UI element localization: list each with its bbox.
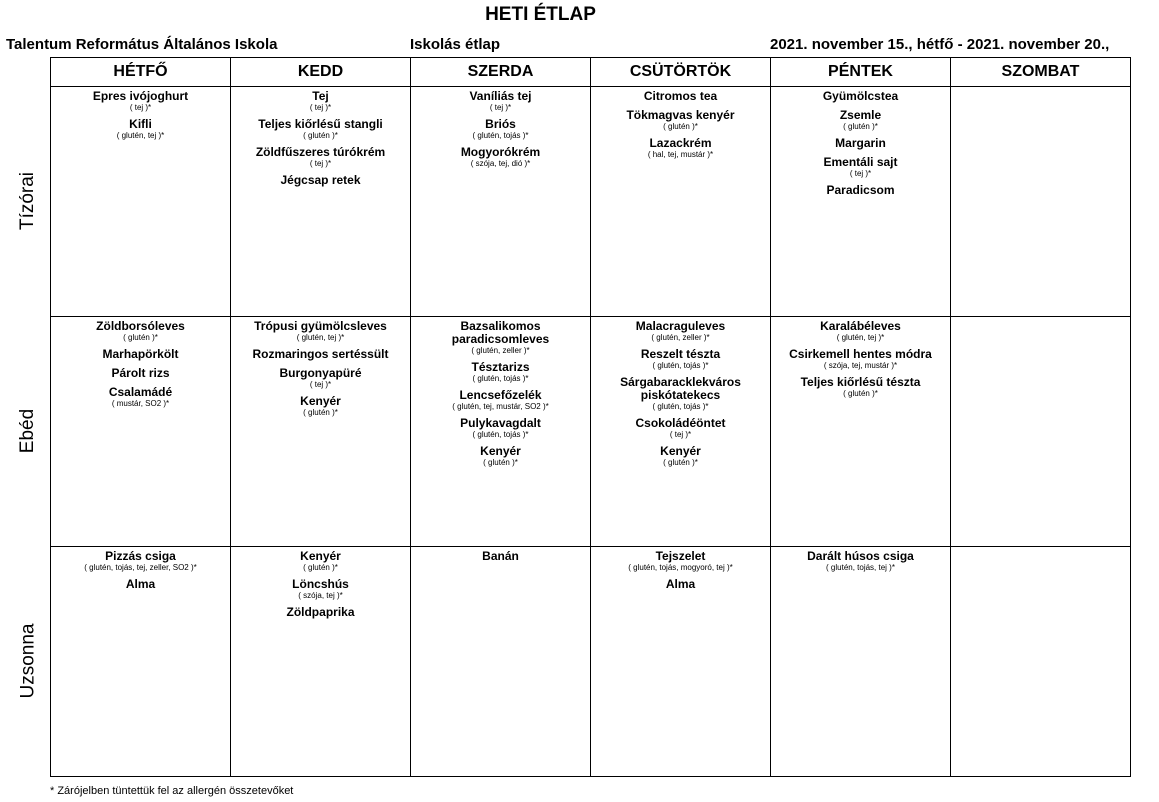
meal-label-text: Uzsonna: [17, 623, 38, 699]
allergen-list: ( glutén )*: [123, 333, 158, 342]
dish-name: Zöldpaprika: [286, 605, 355, 619]
menu-cell: [591, 547, 771, 777]
menu-cell: [411, 317, 591, 547]
allergen-list: ( glutén, tojás, tej )*: [826, 563, 895, 572]
menu-item: [591, 578, 770, 591]
meal-label-text: Tízórai: [17, 171, 39, 231]
dish-name: Citromos tea: [643, 89, 718, 103]
menu-cell: [771, 317, 951, 547]
menu-cell: [231, 547, 411, 777]
menu-item: [231, 348, 410, 361]
allergen-list: ( szója, tej, dió )*: [470, 159, 531, 168]
meal-row: [51, 87, 1131, 317]
menu-item: [411, 361, 590, 383]
dish-name: Darált húsos csiga: [807, 549, 914, 563]
allergen-list: ( glutén )*: [303, 563, 338, 572]
menu-item: [591, 348, 770, 370]
allergen-list: ( szója, tej, mustár )*: [823, 361, 898, 370]
menu-item: [591, 90, 770, 103]
day-header: PÉNTEK: [771, 58, 951, 87]
menu-item: [591, 550, 770, 572]
menu-item: [591, 137, 770, 159]
menu-cell: [771, 547, 951, 777]
dish-name: Rozmaringos sertéssült: [252, 347, 389, 361]
menu-item: [771, 137, 950, 150]
allergen-list: ( glutén )*: [843, 122, 878, 131]
dish-name: Teljes kiőrlésű stangli: [258, 117, 383, 131]
menu-item: [591, 417, 770, 439]
allergen-footnote: * Zárójelben tüntettük fel az allergén összetevőket: [50, 785, 294, 797]
date-range: 2021. november 15., hétfő - 2021. november 20.,: [770, 36, 1110, 53]
menu-item: [51, 386, 230, 408]
meal-label-tizorai: [6, 86, 50, 316]
dish-name: Teljes kiőrlésű tészta: [800, 375, 921, 389]
menu-item: [411, 146, 590, 168]
menu-cell: [231, 317, 411, 547]
menu-item: [411, 389, 590, 411]
dish-name: Ementáli sajt: [823, 155, 898, 169]
allergen-list: ( glutén, tojás )*: [472, 430, 529, 439]
allergen-list: ( glutén, tojás, mogyoró, tej )*: [628, 563, 733, 572]
dish-name: Tésztarizs: [471, 360, 530, 374]
allergen-list: ( glutén )*: [663, 122, 698, 131]
dish-name: Alma: [125, 577, 156, 591]
menu-item: [231, 174, 410, 187]
allergen-list: ( glutén, tojás )*: [472, 131, 529, 140]
allergen-list: ( tej )*: [669, 430, 692, 439]
dish-name: Csirkemell hentes módra: [789, 347, 932, 361]
menu-item: [51, 550, 230, 572]
menu-item: [51, 348, 230, 361]
menu-table: [50, 57, 1131, 777]
allergen-list: ( tej )*: [309, 380, 332, 389]
menu-item: [771, 320, 950, 342]
allergen-list: ( glutén, tojás )*: [652, 402, 709, 411]
page-title: HETI ÉTLAP: [485, 4, 596, 25]
menu-cell: [591, 317, 771, 547]
allergen-list: ( glutén, tej, mustár, SO2 )*: [452, 402, 549, 411]
menu-cell: [231, 87, 411, 317]
menu-item: [411, 445, 590, 467]
menu-item: [51, 578, 230, 591]
menu-item: [231, 90, 410, 112]
dish-name: Párolt rizs: [111, 366, 170, 380]
menu-item: [51, 320, 230, 342]
allergen-list: ( glutén )*: [303, 131, 338, 140]
dish-name: Pizzás csiga: [105, 549, 176, 563]
dish-name: Tejszelet: [655, 549, 706, 563]
dish-name: Trópusi gyümölcsleves: [254, 319, 387, 333]
day-header: CSÜTÖRTÖK: [591, 58, 771, 87]
dish-name: Lazackrém: [649, 136, 712, 150]
menu-item: [411, 550, 590, 563]
dish-name: Burgonyapüré: [279, 366, 362, 380]
dish-name: Tej: [312, 89, 329, 103]
dish-name: Reszelt tészta: [640, 347, 721, 361]
menu-item: [591, 109, 770, 131]
dish-name: Zöldfűszeres túrókrém: [255, 145, 386, 159]
menu-item: [771, 109, 950, 131]
menu-item: [411, 320, 590, 355]
menu-item: [51, 367, 230, 380]
day-header: SZOMBAT: [951, 58, 1131, 87]
allergen-list: ( glutén )*: [303, 408, 338, 417]
meal-row: [51, 317, 1131, 547]
allergen-list: ( mustár, SO2 )*: [111, 399, 170, 408]
menu-item: [591, 320, 770, 342]
dish-name: Löncshús: [292, 577, 349, 591]
dish-name: Alma: [665, 577, 696, 591]
menu-item: [231, 578, 410, 600]
allergen-list: ( glutén )*: [843, 389, 878, 398]
allergen-list: ( tej )*: [489, 103, 512, 112]
dish-name: Margarin: [835, 136, 886, 150]
dish-name: Vaníliás tej: [469, 89, 532, 103]
dish-name: Zöldborsóleves: [96, 319, 185, 333]
menu-item: [231, 320, 410, 342]
dish-name: Epres ivójoghurt: [92, 89, 189, 103]
dish-name: Banán: [482, 549, 519, 563]
menu-item: [591, 445, 770, 467]
menu-item: [231, 118, 410, 140]
day-header: SZERDA: [411, 58, 591, 87]
menu-item: [771, 156, 950, 178]
menu-cell: [411, 87, 591, 317]
dish-name: Marhapörkölt: [102, 347, 179, 361]
allergen-list: ( glutén )*: [663, 458, 698, 467]
menu-item: [411, 90, 590, 112]
menu-item: [411, 118, 590, 140]
menu-type: Iskolás étlap: [410, 36, 501, 53]
dish-name: Kenyér: [300, 549, 341, 563]
menu-item: [51, 118, 230, 140]
dish-name: Csokoládéöntet: [635, 416, 726, 430]
menu-item: [771, 90, 950, 103]
allergen-list: ( tej )*: [309, 103, 332, 112]
allergen-list: ( tej )*: [129, 103, 152, 112]
menu-item: [231, 367, 410, 389]
menu-item: [771, 348, 950, 370]
allergen-list: ( tej )*: [849, 169, 872, 178]
dish-name: Kenyér: [660, 444, 701, 458]
dish-name: Tökmagvas kenyér: [626, 108, 735, 122]
allergen-list: ( tej )*: [309, 159, 332, 168]
menu-cell: [51, 547, 231, 777]
dish-name: Jégcsap retek: [280, 173, 361, 187]
allergen-list: ( glutén, tej )*: [116, 131, 165, 140]
menu-item: [231, 606, 410, 619]
menu-item: [231, 395, 410, 417]
allergen-list: ( glutén, zeller )*: [651, 333, 710, 342]
menu-cell: [51, 87, 231, 317]
dish-name: Kifli: [129, 117, 152, 131]
allergen-list: ( glutén )*: [483, 458, 518, 467]
dish-name: Bazsalikomos paradicsomleves: [451, 319, 550, 346]
day-header-row: [51, 58, 1131, 87]
menu-cell: [591, 87, 771, 317]
meal-label-text: Ebéd: [17, 408, 38, 454]
meal-row: [51, 547, 1131, 777]
menu-cell: [51, 317, 231, 547]
allergen-list: ( glutén, tojás, tej, zeller, SO2 )*: [84, 563, 197, 572]
meal-label-ebed: [6, 316, 50, 546]
menu-item: [411, 417, 590, 439]
menu-item: [51, 90, 230, 112]
allergen-list: ( hal, tej, mustár )*: [647, 150, 714, 159]
allergen-list: ( glutén, tej )*: [296, 333, 345, 342]
menu-cell: [951, 87, 1131, 317]
day-header: HÉTFŐ: [51, 58, 231, 87]
dish-name: Csalamádé: [108, 385, 173, 399]
menu-cell: [771, 87, 951, 317]
day-header: KEDD: [231, 58, 411, 87]
dish-name: Sárgabaracklekváros piskótatekecs: [620, 375, 741, 402]
allergen-list: ( glutén, tej )*: [836, 333, 885, 342]
dish-name: Kenyér: [300, 394, 341, 408]
menu-cell: [951, 547, 1131, 777]
menu-cell: [951, 317, 1131, 547]
school-name: Talentum Református Általános Iskola: [6, 36, 278, 53]
dish-name: Malacraguleves: [635, 319, 726, 333]
dish-name: Karalábéleves: [820, 319, 901, 333]
allergen-list: ( glutén, zeller )*: [471, 346, 530, 355]
dish-name: Zsemle: [839, 108, 882, 122]
dish-name: Paradicsom: [826, 183, 895, 197]
dish-name: Gyümölcstea: [822, 89, 899, 103]
dish-name: Briós: [485, 117, 516, 131]
menu-cell: [411, 547, 591, 777]
dish-name: Lencsefőzelék: [459, 388, 542, 402]
dish-name: Kenyér: [480, 444, 521, 458]
dish-name: Pulykavagdalt: [460, 416, 541, 430]
allergen-list: ( glutén, tojás )*: [472, 374, 529, 383]
allergen-list: ( szója, tej )*: [298, 591, 343, 600]
menu-item: [771, 376, 950, 398]
menu-item: [771, 184, 950, 197]
allergen-list: ( glutén, tojás )*: [652, 361, 709, 370]
menu-item: [591, 376, 770, 411]
meal-label-uzsonna: [6, 546, 50, 776]
menu-item: [231, 146, 410, 168]
menu-item: [771, 550, 950, 572]
menu-item: [231, 550, 410, 572]
dish-name: Mogyorókrém: [460, 145, 541, 159]
